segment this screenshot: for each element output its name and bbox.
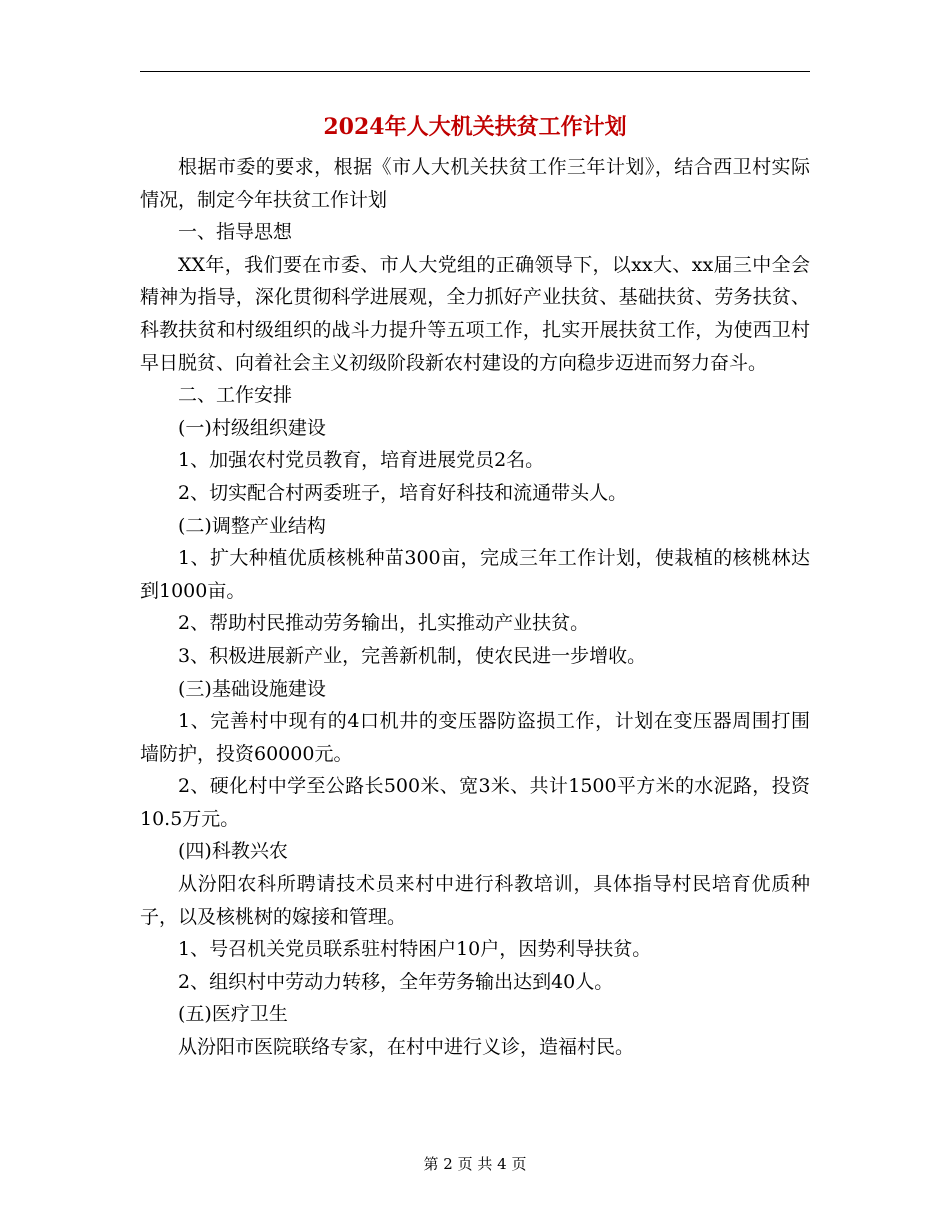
page-number: 第 2 页 共 4 页 — [423, 1155, 527, 1173]
list-item: 3、积极进展新产业，完善新机制，使农民进一步增收。 — [178, 644, 647, 667]
subsection-heading-science-education: (四)科教兴农 — [178, 840, 288, 863]
list-item: 1、号召机关党员联系驻村特困户10户，因势利导扶贫。 — [178, 938, 652, 961]
subsection-heading-village-organization: (一)村级组织建设 — [178, 416, 326, 439]
list-item: 1、加强农村党员教育，培育进展党员2名。 — [178, 449, 545, 472]
document-body — [140, 151, 810, 1064]
list-item: 1、扩大种植优质核桃种苗300亩，完成三年工作计划，使栽植的核桃林达到1000亩。 — [140, 547, 810, 602]
list-item: 2、组织村中劳动力转移，全年劳务输出达到40人。 — [178, 970, 614, 993]
list-item: 2、切实配合村两委班子，培育好科技和流通带头人。 — [178, 481, 628, 504]
paragraph-science-education: 从汾阳农科所聘请技术员来村中进行科教培训，具体指导村民培育优质种子，以及核桃树的嫁接和管理。 — [140, 873, 810, 928]
header-rule — [140, 71, 810, 72]
list-item: 2、帮助村民推动劳务输出，扎实推动产业扶贫。 — [178, 612, 590, 635]
paragraph-intro: 根据市委的要求，根据《市人大机关扶贫工作三年计划》，结合西卫村实际情况，制定今年扶贫工作计划 — [140, 156, 810, 211]
subsection-heading-industry-structure: (二)调整产业结构 — [178, 514, 326, 537]
subsection-heading-medical: (五)医疗卫生 — [178, 1003, 288, 1026]
paragraph-guiding-ideology: XX年，我们要在市委、市人大党组的正确领导下，以xx大、xx届三中全会精神为指导，深化贯彻科学进展观，全力抓好产业扶贫、基础扶贫、劳务扶贫、科教扶贫和村级组织的战斗力提升等五项工作，扎实开展扶贫工作，为使西卫村早日脱贫、向着社会主义初级阶段新农村建设的方向稳步迈进而努力奋斗。 — [140, 253, 810, 374]
section-heading-work-arrangement: 二、工作安排 — [178, 384, 293, 407]
page-title: 2024年人大机关扶贫工作计划 — [323, 114, 627, 140]
list-item: 1、完善村中现有的4口机井的变压器防盗损工作，计划在变压器周围打围墙防护，投资60000元。 — [140, 710, 810, 765]
subsection-heading-infrastructure: (三)基础设施建设 — [178, 677, 326, 700]
list-item: 2、硬化村中学至公路长500米、宽3米、共计1500平方米的水泥路，投资10.5万元。 — [140, 775, 810, 830]
section-heading-guiding-ideology: 一、指导思想 — [178, 221, 293, 244]
paragraph-medical: 从汾阳市医院联络专家，在村中进行义诊，造福村民。 — [178, 1036, 635, 1059]
